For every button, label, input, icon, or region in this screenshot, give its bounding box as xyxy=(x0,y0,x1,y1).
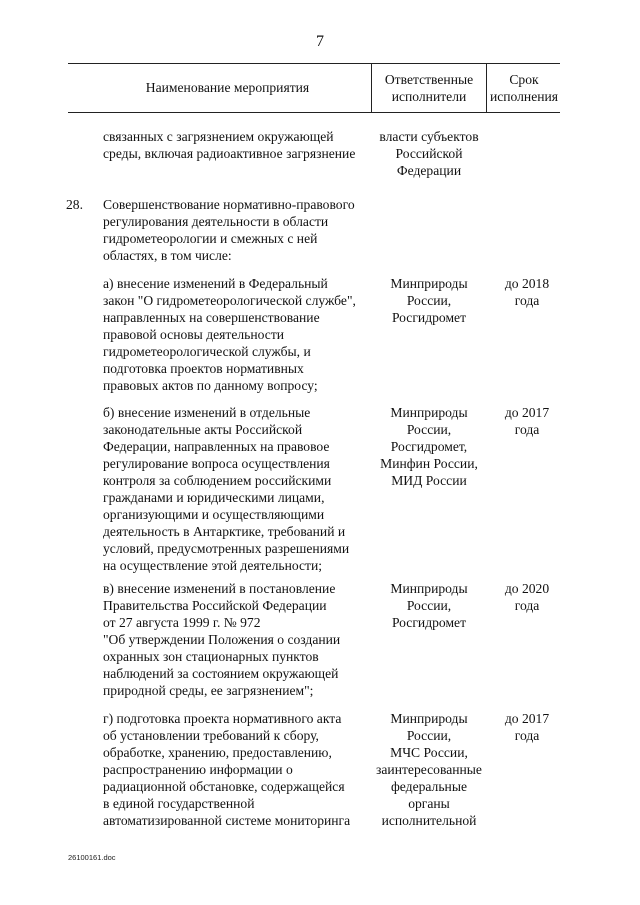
row-responsible: Минприроды России, Росгидромет xyxy=(390,276,468,325)
table-header-divider xyxy=(486,63,487,112)
row-number: 28. xyxy=(66,197,83,212)
header-responsible: Ответственные исполнители xyxy=(384,72,474,104)
row-task: связанных с загрязнением окружающей среды, включая радиоактивное загрязнение xyxy=(103,129,356,161)
row-responsible: Минприроды России, Росгидромет, Минфин России, МИД России xyxy=(380,405,478,488)
row-task: Совершенствование нормативно-правового регулирования деятельности в области гидрометеорологии и смежных с ней областях, в том числе: xyxy=(103,197,355,263)
row-deadline: до 2018 года xyxy=(504,276,550,308)
row-deadline: до 2020 года xyxy=(504,581,550,613)
row-task: г) подготовка проекта нормативного акта об установлении требований к сбору, обработке, хранению, предоставлению, распространению информации о радиационной обстановке, содержащейся в единой государственной автоматизированной системе мониторинга xyxy=(103,711,351,828)
row-responsible: Минприроды России, МЧС России, заинтересованные федеральные органы исполнительной xyxy=(376,711,482,828)
row-deadline: до 2017 года xyxy=(504,711,550,743)
footer-filename: 26100161.doc xyxy=(68,853,116,862)
row-task: б) внесение изменений в отдельные законодательные акты Российской Федерации, направленных на правовое регулирование вопроса осуществления контроля за соблюдением российскими гражданами и юридическими лицами, организующими и осуществляющими деятельность в Антарктике, требований и условий, предусмотренных разрешениями на осуществление этой деятельности; xyxy=(103,405,350,573)
page-number: 7 xyxy=(316,33,324,50)
row-responsible: власти субъектов Российской Федерации xyxy=(379,129,479,178)
header-deadline: Срок исполнения xyxy=(489,72,559,104)
row-deadline: до 2017 года xyxy=(504,405,550,437)
header-activity-name: Наименование мероприятия xyxy=(145,80,310,95)
row-task: в) внесение изменений в постановление Правительства Российской Федерации от 27 августа 1999 г. № 972 "Об утверждении Положения о создании охранных зон стационарных пунктов наблюдений за состоянием окружающей природной среды, ее загрязнением"; xyxy=(103,581,341,698)
table-header-divider xyxy=(371,63,372,112)
table-header-bottom-rule xyxy=(68,112,560,113)
row-responsible: Минприроды России, Росгидромет xyxy=(390,581,468,630)
row-task: а) внесение изменений в Федеральный закон "О гидрометеорологической службе", направленных на совершенствование правовой основы деятельности гидрометеорологической службы, и подготовка проектов нормативных правовых актов по данному вопросу; xyxy=(103,276,356,393)
